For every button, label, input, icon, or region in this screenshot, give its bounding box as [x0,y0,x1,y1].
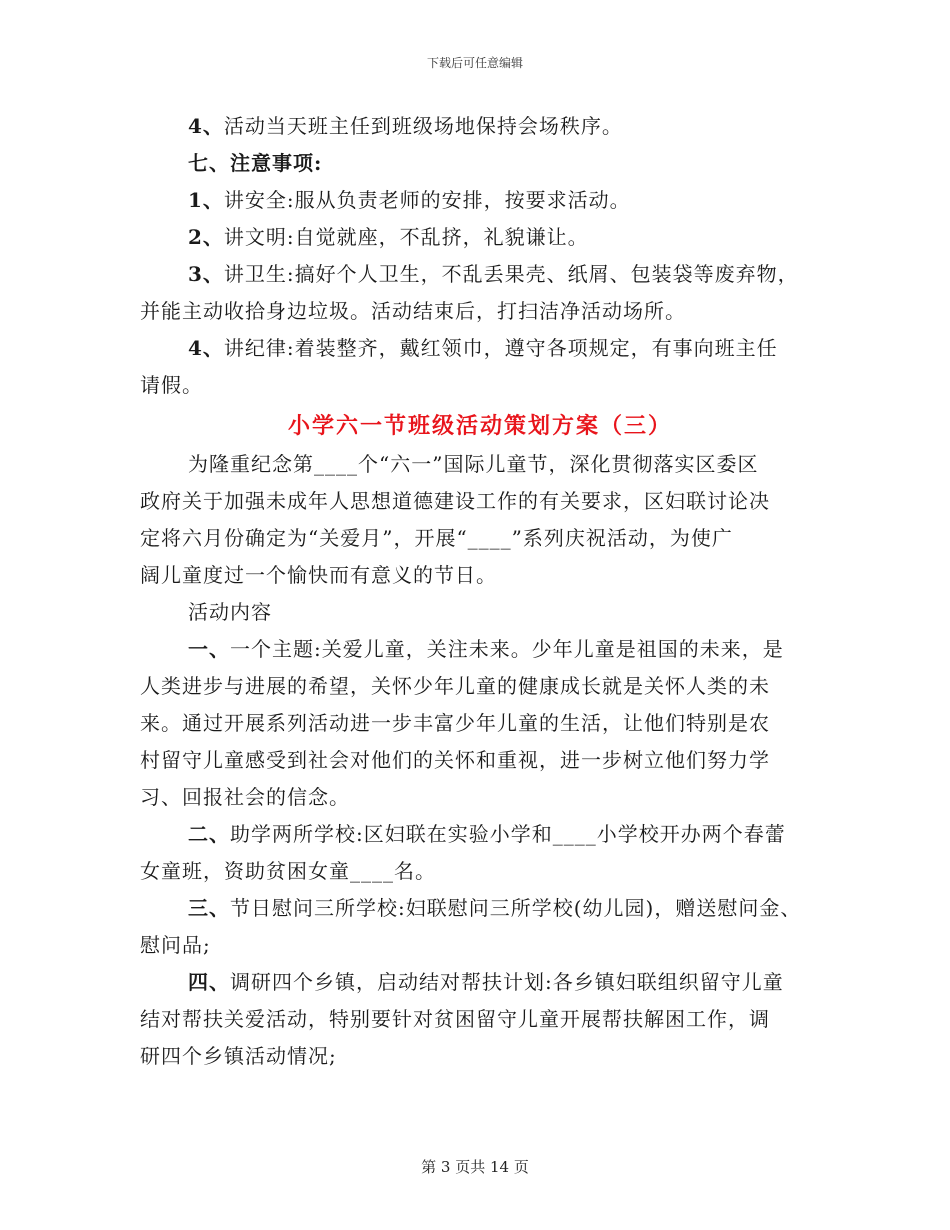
item-1-line-2: 人类进步与进展的希望，关怀少年儿童的健康成长就是关怀人类的未 [140,674,770,698]
item-number: 一、 [188,637,230,661]
note-item-4-continued: 请假。 [140,373,203,397]
item-number: 3、 [188,262,224,286]
section-heading-7: 七、注意事项: [188,151,323,175]
note-item-4 [140,330,820,367]
paragraph-text: 调研四个乡镇，启动结对帮扶计划:各乡镇妇联组织留守儿童 [230,970,784,994]
item-1-line-3: 来。通过开展系列活动进一步丰富少年儿童的生活，让他们特别是农 [140,711,770,735]
intro-line-2: 政府关于加强未成年人思想道德建设工作的有关要求，区妇联讨论决 [140,489,770,513]
page-number: 第 3 页共 14 页 [421,1158,529,1176]
item-1-line-4: 村留守儿童感受到社会对他们的关怀和重视，进一步树立他们努力学 [140,748,770,772]
note-item-2 [140,219,820,256]
paragraph-item-4 [140,108,820,145]
item-number: 二、 [188,822,230,846]
paragraph-text: 节日慰问三所学校:妇联慰问三所学校(幼儿园)，赠送慰问金、 [230,896,802,920]
item-number: 4、 [188,114,224,138]
activity-content-label: 活动内容 [188,600,272,624]
item-number: 四、 [188,970,230,994]
item-4-line-3: 研四个乡镇活动情况; [140,1044,337,1068]
paragraph-text: 活动当天班主任到班级场地保持会场秩序。 [223,114,623,138]
note-item-3 [140,256,820,293]
section-title: 小学六一节班级活动策划方案（三） [287,413,672,439]
paragraph-text: 讲纪律:着装整齐，戴红领巾，遵守各项规定，有事向班主任 [223,336,778,360]
paragraph-text: 讲卫生:搞好个人卫生，不乱丢果壳、纸屑、包装袋等废弃物， [223,262,799,286]
item-4 [140,964,820,1001]
intro-line-3: 定将六月份确定为“关爱月”，开展“____”系列庆祝活动，为使广 [140,526,733,550]
item-2-line-2: 女童班，资助贫困女童____名。 [140,859,436,883]
note-item-3-continued: 并能主动收拾身边垃圾。活动结束后，打扫洁净活动场所。 [140,299,686,323]
paragraph-text: 讲安全:服从负责老师的安排，按要求活动。 [223,188,631,212]
item-4-line-2: 结对帮扶关爱活动，特别要针对贫困留守儿童开展帮扶解困工作，调 [140,1007,770,1031]
note-item-1 [140,182,820,219]
item-3-line-2: 慰问品; [140,933,211,957]
item-2 [140,816,820,853]
item-1 [140,631,820,668]
header-note: 下载后可任意编辑 [426,56,523,70]
item-3 [140,890,820,927]
intro-line-1: 为隆重纪念第____个“六一”国际儿童节，深化贯彻落实区委区 [188,452,759,476]
intro-line-4: 阔儿童度过一个愉快而有意义的节日。 [140,563,497,587]
item-number: 2、 [188,225,224,249]
item-number: 1、 [188,188,224,212]
item-number: 4、 [188,336,224,360]
document-body [140,108,820,1075]
paragraph-text: 一个主题:关爱儿童，关注未来。少年儿童是祖国的未来，是 [230,637,784,661]
item-number: 三、 [188,896,230,920]
paragraph-text: 讲文明:自觉就座，不乱挤，礼貌谦让。 [223,225,589,249]
item-1-line-5: 习、回报社会的信念。 [140,785,350,809]
paragraph-text: 助学两所学校:区妇联在实验小学和____小学校开办两个春蕾 [230,822,786,846]
